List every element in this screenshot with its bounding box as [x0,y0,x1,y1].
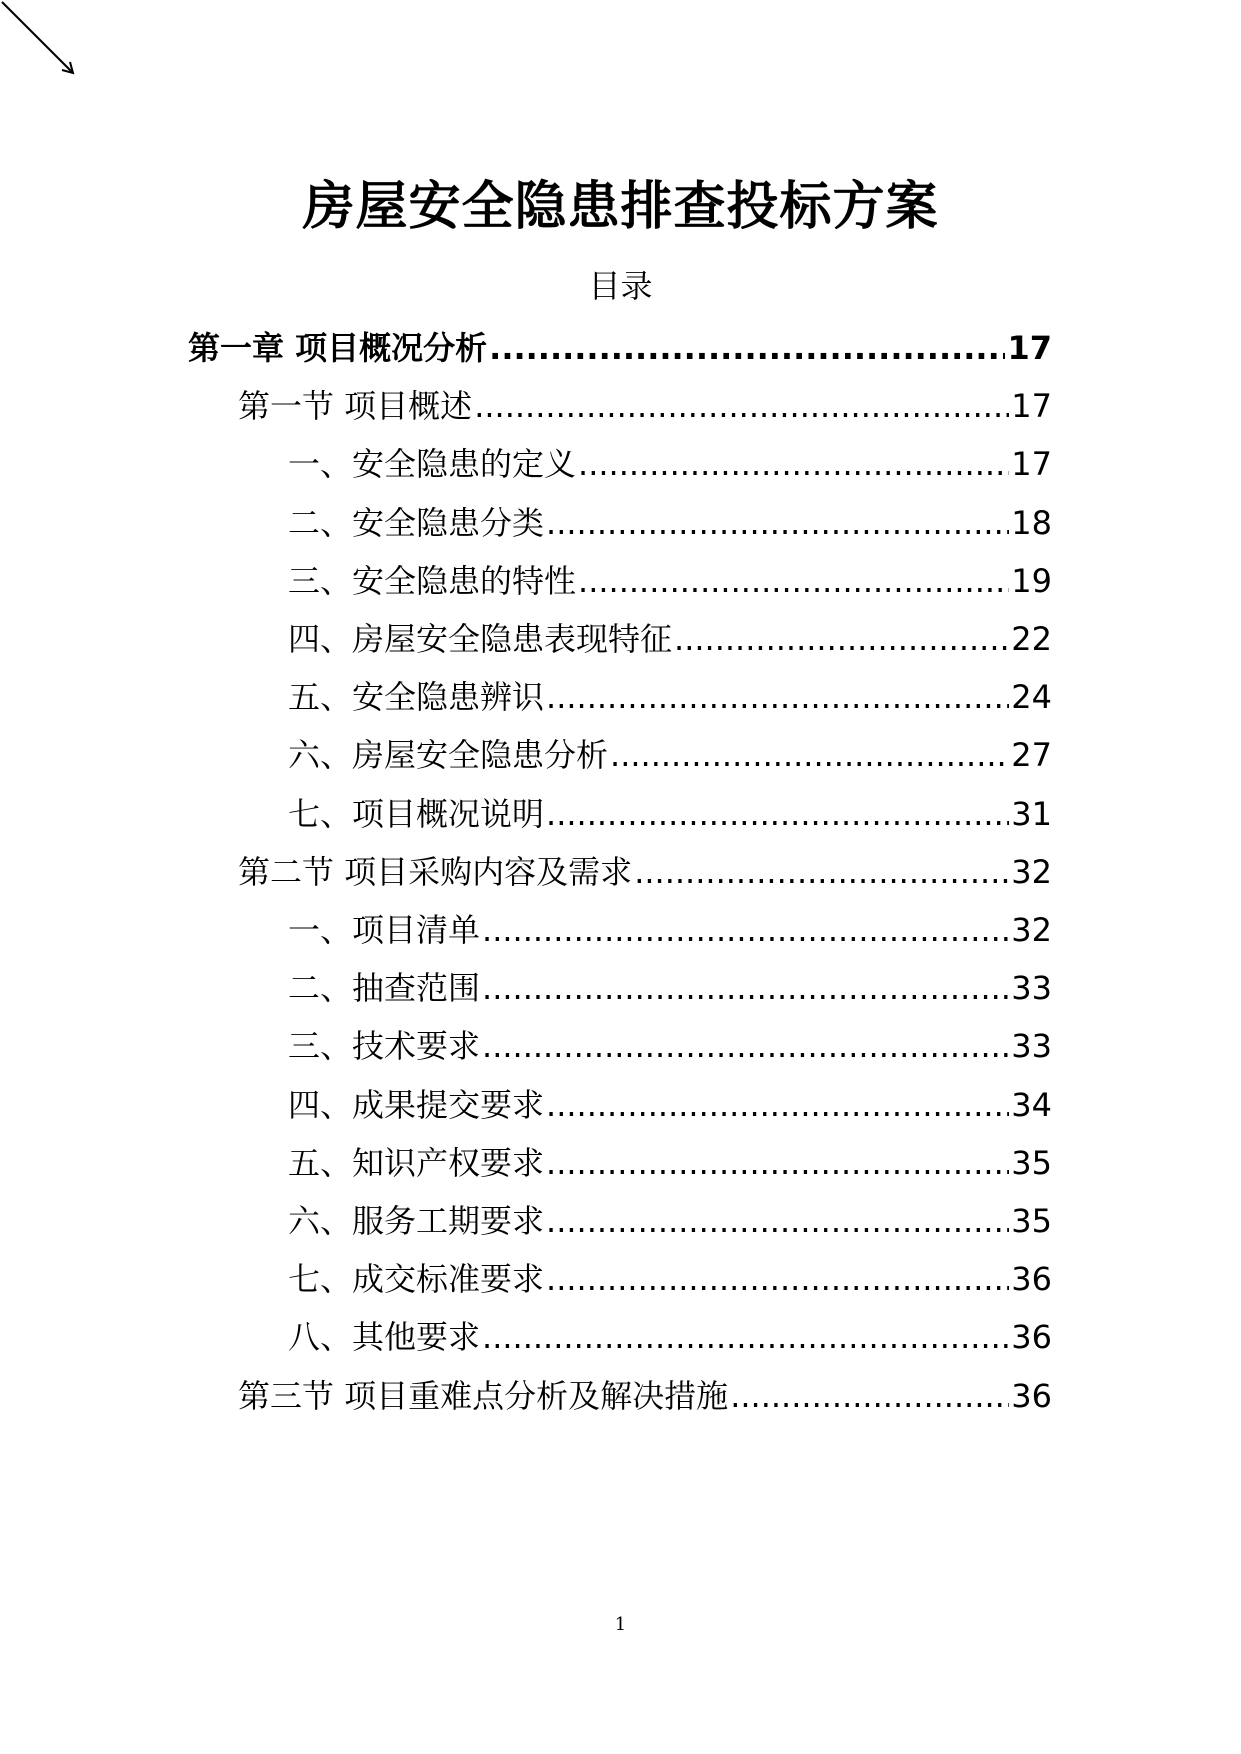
toc-dot-leader [674,616,1009,662]
toc-dot-leader [546,674,1009,720]
document-title: 房屋安全隐患排查投标方案 [302,177,939,237]
toc-entry-page: 35 [1011,1202,1052,1240]
toc-entry-text: 六、服务工期要求 [288,1202,545,1240]
toc-entry-page: 36 [1011,1318,1052,1356]
toc-entry[interactable] [288,674,1052,720]
toc-dot-leader [634,849,1009,895]
toc-entry-text: 二、抽查范围 [288,969,481,1007]
toc-dot-leader [474,383,1009,429]
toc-entry[interactable] [238,849,1052,895]
toc-entry-text: 第三节 项目重难点分析及解决措施 [238,1377,729,1415]
toc-entry-page: 36 [1011,1260,1052,1298]
toc-entry-page: 34 [1011,1086,1052,1124]
toc-dot-leader [482,907,1009,953]
toc-dot-leader [546,1140,1009,1186]
toc-entry-text: 八、其他要求 [288,1318,481,1356]
toc-dot-leader [578,558,1009,604]
toc-entry-text: 第二节 项目采购内容及需求 [238,853,633,891]
toc-entry-text: 一、安全隐患的定义 [288,445,577,483]
corner-arrow-icon [0,0,80,80]
toc-dot-leader [578,441,1009,487]
toc-entry[interactable] [288,1082,1052,1128]
toc-entry[interactable] [288,1256,1052,1302]
toc-entry[interactable] [288,1140,1052,1186]
toc-entry-text: 一、项目清单 [288,911,481,949]
toc-entry[interactable] [288,907,1052,953]
toc-entry-text: 第一节 项目概述 [238,387,473,425]
toc-entry-text: 六、房屋安全隐患分析 [288,736,609,774]
toc-entry[interactable] [288,1023,1052,1069]
toc-dot-leader [546,1082,1009,1128]
toc-entry[interactable] [238,1373,1052,1419]
toc-entry-text: 五、知识产权要求 [288,1144,545,1182]
toc-entry-text: 二、安全隐患分类 [288,504,545,542]
toc-entry-text: 四、成果提交要求 [288,1086,545,1124]
toc-dot-leader [546,1198,1009,1244]
toc-entry-page: 17 [1011,445,1052,483]
toc-entry-text: 第一章 项目概况分析 [188,329,488,367]
toc-dot-leader [546,1256,1009,1302]
toc-entry-text: 三、安全隐患的特性 [288,562,577,600]
toc-entry-text: 七、项目概况说明 [288,795,545,833]
toc-entry[interactable] [288,965,1052,1011]
toc-entry[interactable] [288,732,1052,778]
toc-entry-page: 33 [1011,1027,1052,1065]
toc-dot-leader [482,1023,1009,1069]
toc-heading: 目录 [588,267,653,305]
page-number: 1 [614,1614,627,1635]
toc-entry-text: 四、房屋安全隐患表现特征 [288,620,673,658]
toc-entry-page: 32 [1011,853,1052,891]
toc-dot-leader [546,500,1009,546]
toc-entry-page: 27 [1011,736,1052,774]
toc-entry[interactable] [288,1198,1052,1244]
toc-entry-page: 17 [1007,329,1052,367]
toc-entry-page: 19 [1011,562,1052,600]
toc-entry[interactable] [288,500,1052,546]
toc-entry-page: 22 [1011,620,1052,658]
toc-dot-leader [610,732,1009,778]
toc-entry-page: 18 [1011,504,1052,542]
toc-entry[interactable] [288,441,1052,487]
toc-entry-page: 36 [1011,1377,1052,1415]
toc-entry[interactable] [288,558,1052,604]
toc-entry[interactable] [288,616,1052,662]
toc-entry-page: 24 [1011,678,1052,716]
toc-entry-page: 32 [1011,911,1052,949]
toc-entry-page: 33 [1011,969,1052,1007]
toc-entry-page: 35 [1011,1144,1052,1182]
toc-entry-text: 七、成交标准要求 [288,1260,545,1298]
toc-dot-leader [730,1373,1009,1419]
toc-entry-text: 三、技术要求 [288,1027,481,1065]
toc-entry[interactable] [288,1314,1052,1360]
toc-entry[interactable] [288,791,1052,837]
toc-entry[interactable] [238,383,1052,429]
toc-entry-text: 五、安全隐患辨识 [288,678,545,716]
toc-entry[interactable] [188,325,1052,371]
toc-dot-leader [482,1314,1009,1360]
toc-dot-leader [546,791,1009,837]
toc-dot-leader [482,965,1009,1011]
toc-dot-leader [489,325,1005,371]
toc-entry-page: 31 [1011,795,1052,833]
toc-entry-page: 17 [1011,387,1052,425]
